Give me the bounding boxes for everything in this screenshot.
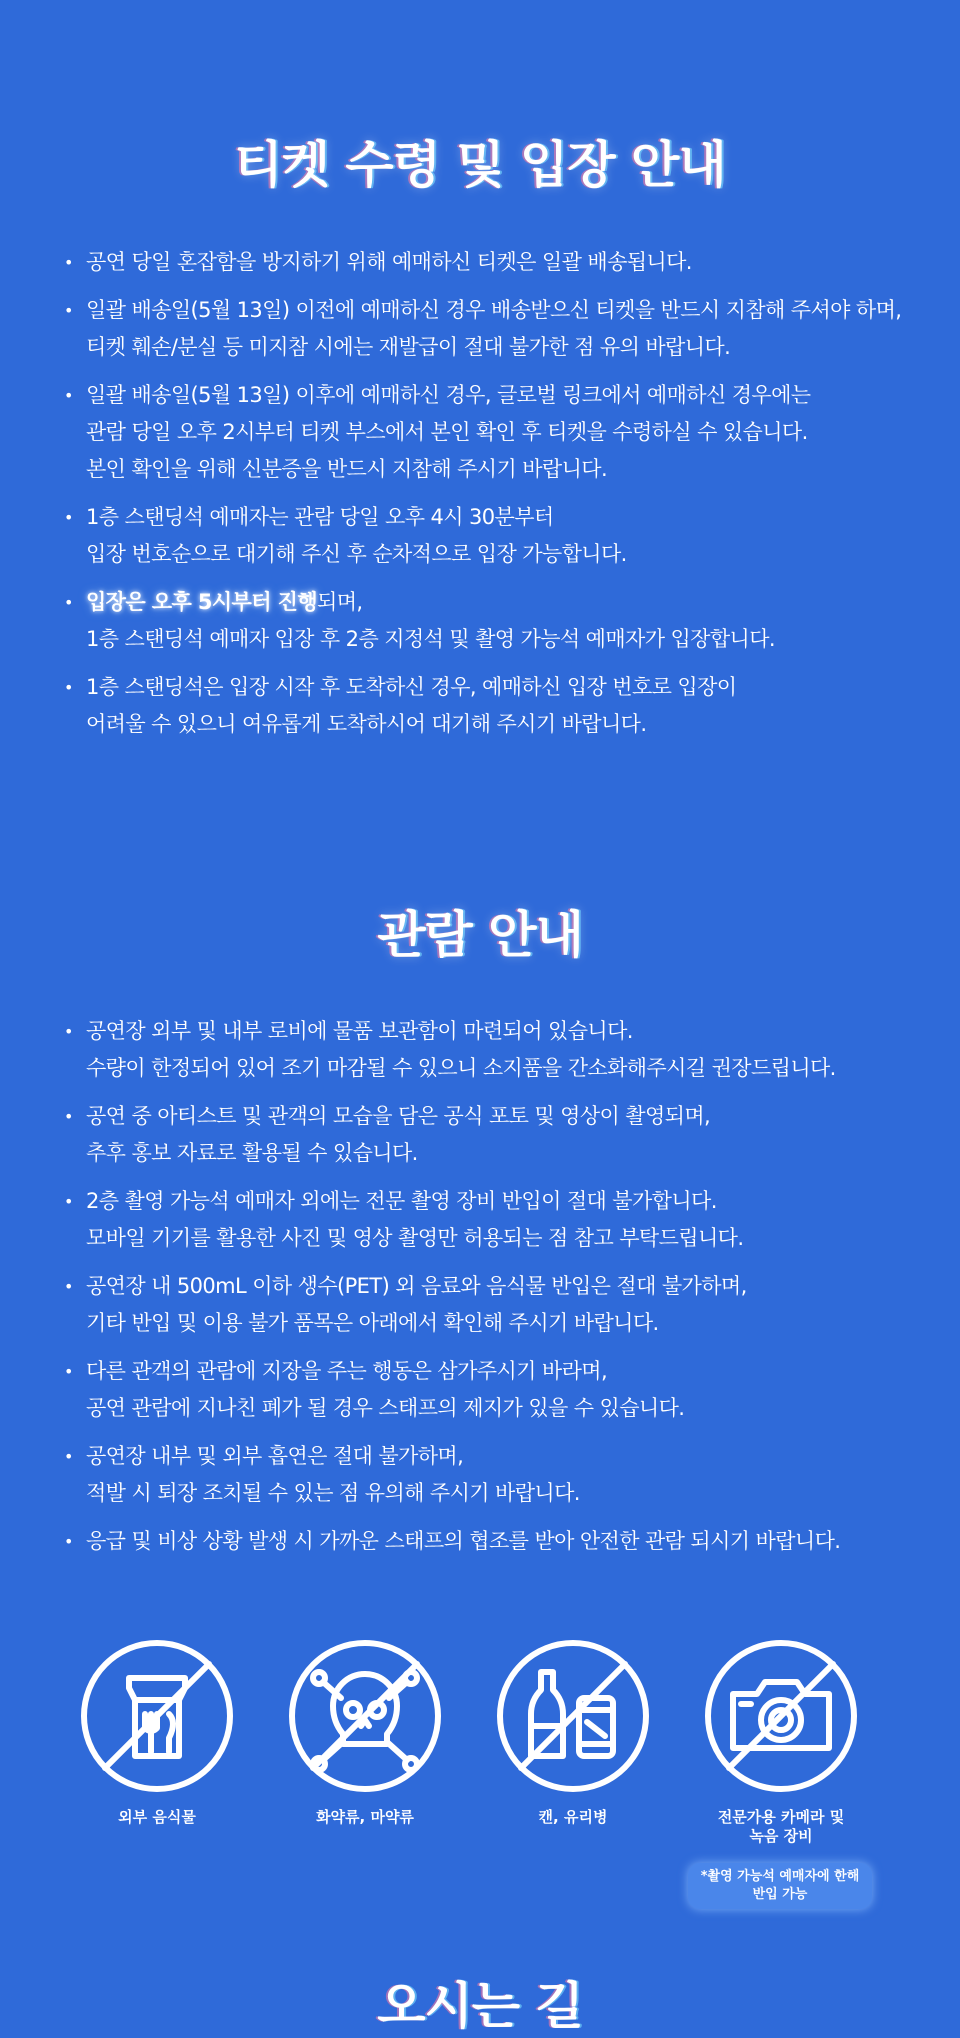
list-item: • 공연장 외부 및 내부 로비에 물품 보관함이 마련되어 있습니다. 수량이 한정되어 있어 조기 마감될 수 있으니 소지품을 간소화해주시길 권장드립니다. <box>64 1013 924 1087</box>
list-item: • 응급 및 비상 상황 발생 시 가까운 스태프의 협조를 받아 안전한 관람 되시기 바랍니다. <box>64 1523 924 1560</box>
viewing-notes-list <box>64 1013 924 1560</box>
ticket-notes-list <box>64 244 924 743</box>
prohibited-item-hazard <box>265 1638 465 1827</box>
list-item: • 다른 관객의 관람에 지장을 주는 행동은 삼가주시기 바라며, 공연 관람에 지나친 폐가 될 경우 스태프의 제지가 있을 수 있습니다. <box>64 1353 924 1427</box>
list-item: • 공연장 내부 및 외부 흡연은 절대 불가하며, 적발 시 퇴장 조치될 수 있는 점 유의해 주시기 바랍니다. <box>64 1438 924 1512</box>
list-item: • 일괄 배송일(5월 13일) 이전에 예매하신 경우 배송받으신 티켓을 반드시 지참해 주셔야 하며, 티켓 훼손/분실 등 미지참 시에는 재발급이 절대 불가한 점 유의 바랍니다. <box>64 292 924 366</box>
prohibited-label: 화약류, 마약류 <box>316 1808 414 1826</box>
prohibited-label: 캔, 유리병 <box>538 1808 608 1826</box>
prohibited-label: 전문가용 카메라 및 녹음 장비 <box>717 1808 845 1845</box>
list-item: • 공연장 내 500mL 이하 생수(PET) 외 음료와 음식물 반입은 절대 불가하며, 기타 반입 및 이용 불가 품목은 아래에서 확인해 주시기 바랍니다. <box>64 1268 924 1342</box>
prohibited-item-container <box>473 1638 673 1827</box>
list-item: • 일괄 배송일(5월 13일) 이후에 예매하신 경우, 글로벌 링크에서 예매하신 경우에는 관람 당일 오후 2시부터 티켓 부스에서 본인 확인 후 티켓을 수령하실 수 있습니다. 본인 확인을 위해 신분증을 반드시 지참해 주시기 바랍니다. <box>64 377 924 488</box>
entry-time-rest: 되며, 1층 스탠딩석 예매자 입장 후 2층 지정석 및 촬영 가능석 예매자가 입장합니다. <box>86 590 776 651</box>
outside-food-icon <box>79 1638 235 1794</box>
list-item: • 2층 촬영 가능석 예매자 외에는 전문 촬영 장비 반입이 절대 불가합니다. 모바일 기기를 활용한 사진 및 영상 촬영만 허용되는 점 참고 부탁드립니다. <box>64 1183 924 1257</box>
list-item-entry <box>64 584 924 658</box>
camera-icon <box>703 1638 859 1794</box>
camera-exception-badge: *촬영 가능석 예매자에 한해 반입 가능 <box>688 1863 872 1909</box>
list-item: • 공연 중 아티스트 및 관객의 모습을 담은 공식 포토 및 영상이 촬영되며, 추후 홍보 자료로 활용될 수 있습니다. <box>64 1098 924 1172</box>
prohibited-items <box>0 1638 960 1845</box>
next-section-title: 오시는 길 <box>377 1977 583 2035</box>
list-item: • 공연 당일 혼잡함을 방지하기 위해 예매하신 티켓은 일괄 배송됩니다. <box>64 244 924 281</box>
entry-time-highlight: 입장은 오후 5시부터 진행 <box>86 590 318 614</box>
ticket-section-title: 티켓 수령 및 입장 안내 <box>234 136 726 194</box>
prohibited-item-camera <box>681 1638 881 1846</box>
prohibited-item-food <box>57 1638 257 1827</box>
list-item: • 1층 스탠딩석은 입장 시작 후 도착하신 경우, 예매하신 입장 번호로 입장이 어려울 수 있으니 여유롭게 도착하시어 대기해 주시기 바랍니다. <box>64 669 924 743</box>
hazard-skull-icon <box>287 1638 443 1794</box>
list-item: • 1층 스탠딩석 예매자는 관람 당일 오후 4시 30분부터 입장 번호순으로 대기해 주신 후 순차적으로 입장 가능합니다. <box>64 499 924 573</box>
prohibited-label: 외부 음식물 <box>118 1808 196 1826</box>
can-bottle-icon <box>495 1638 651 1794</box>
viewing-section-title: 관람 안내 <box>377 906 583 964</box>
